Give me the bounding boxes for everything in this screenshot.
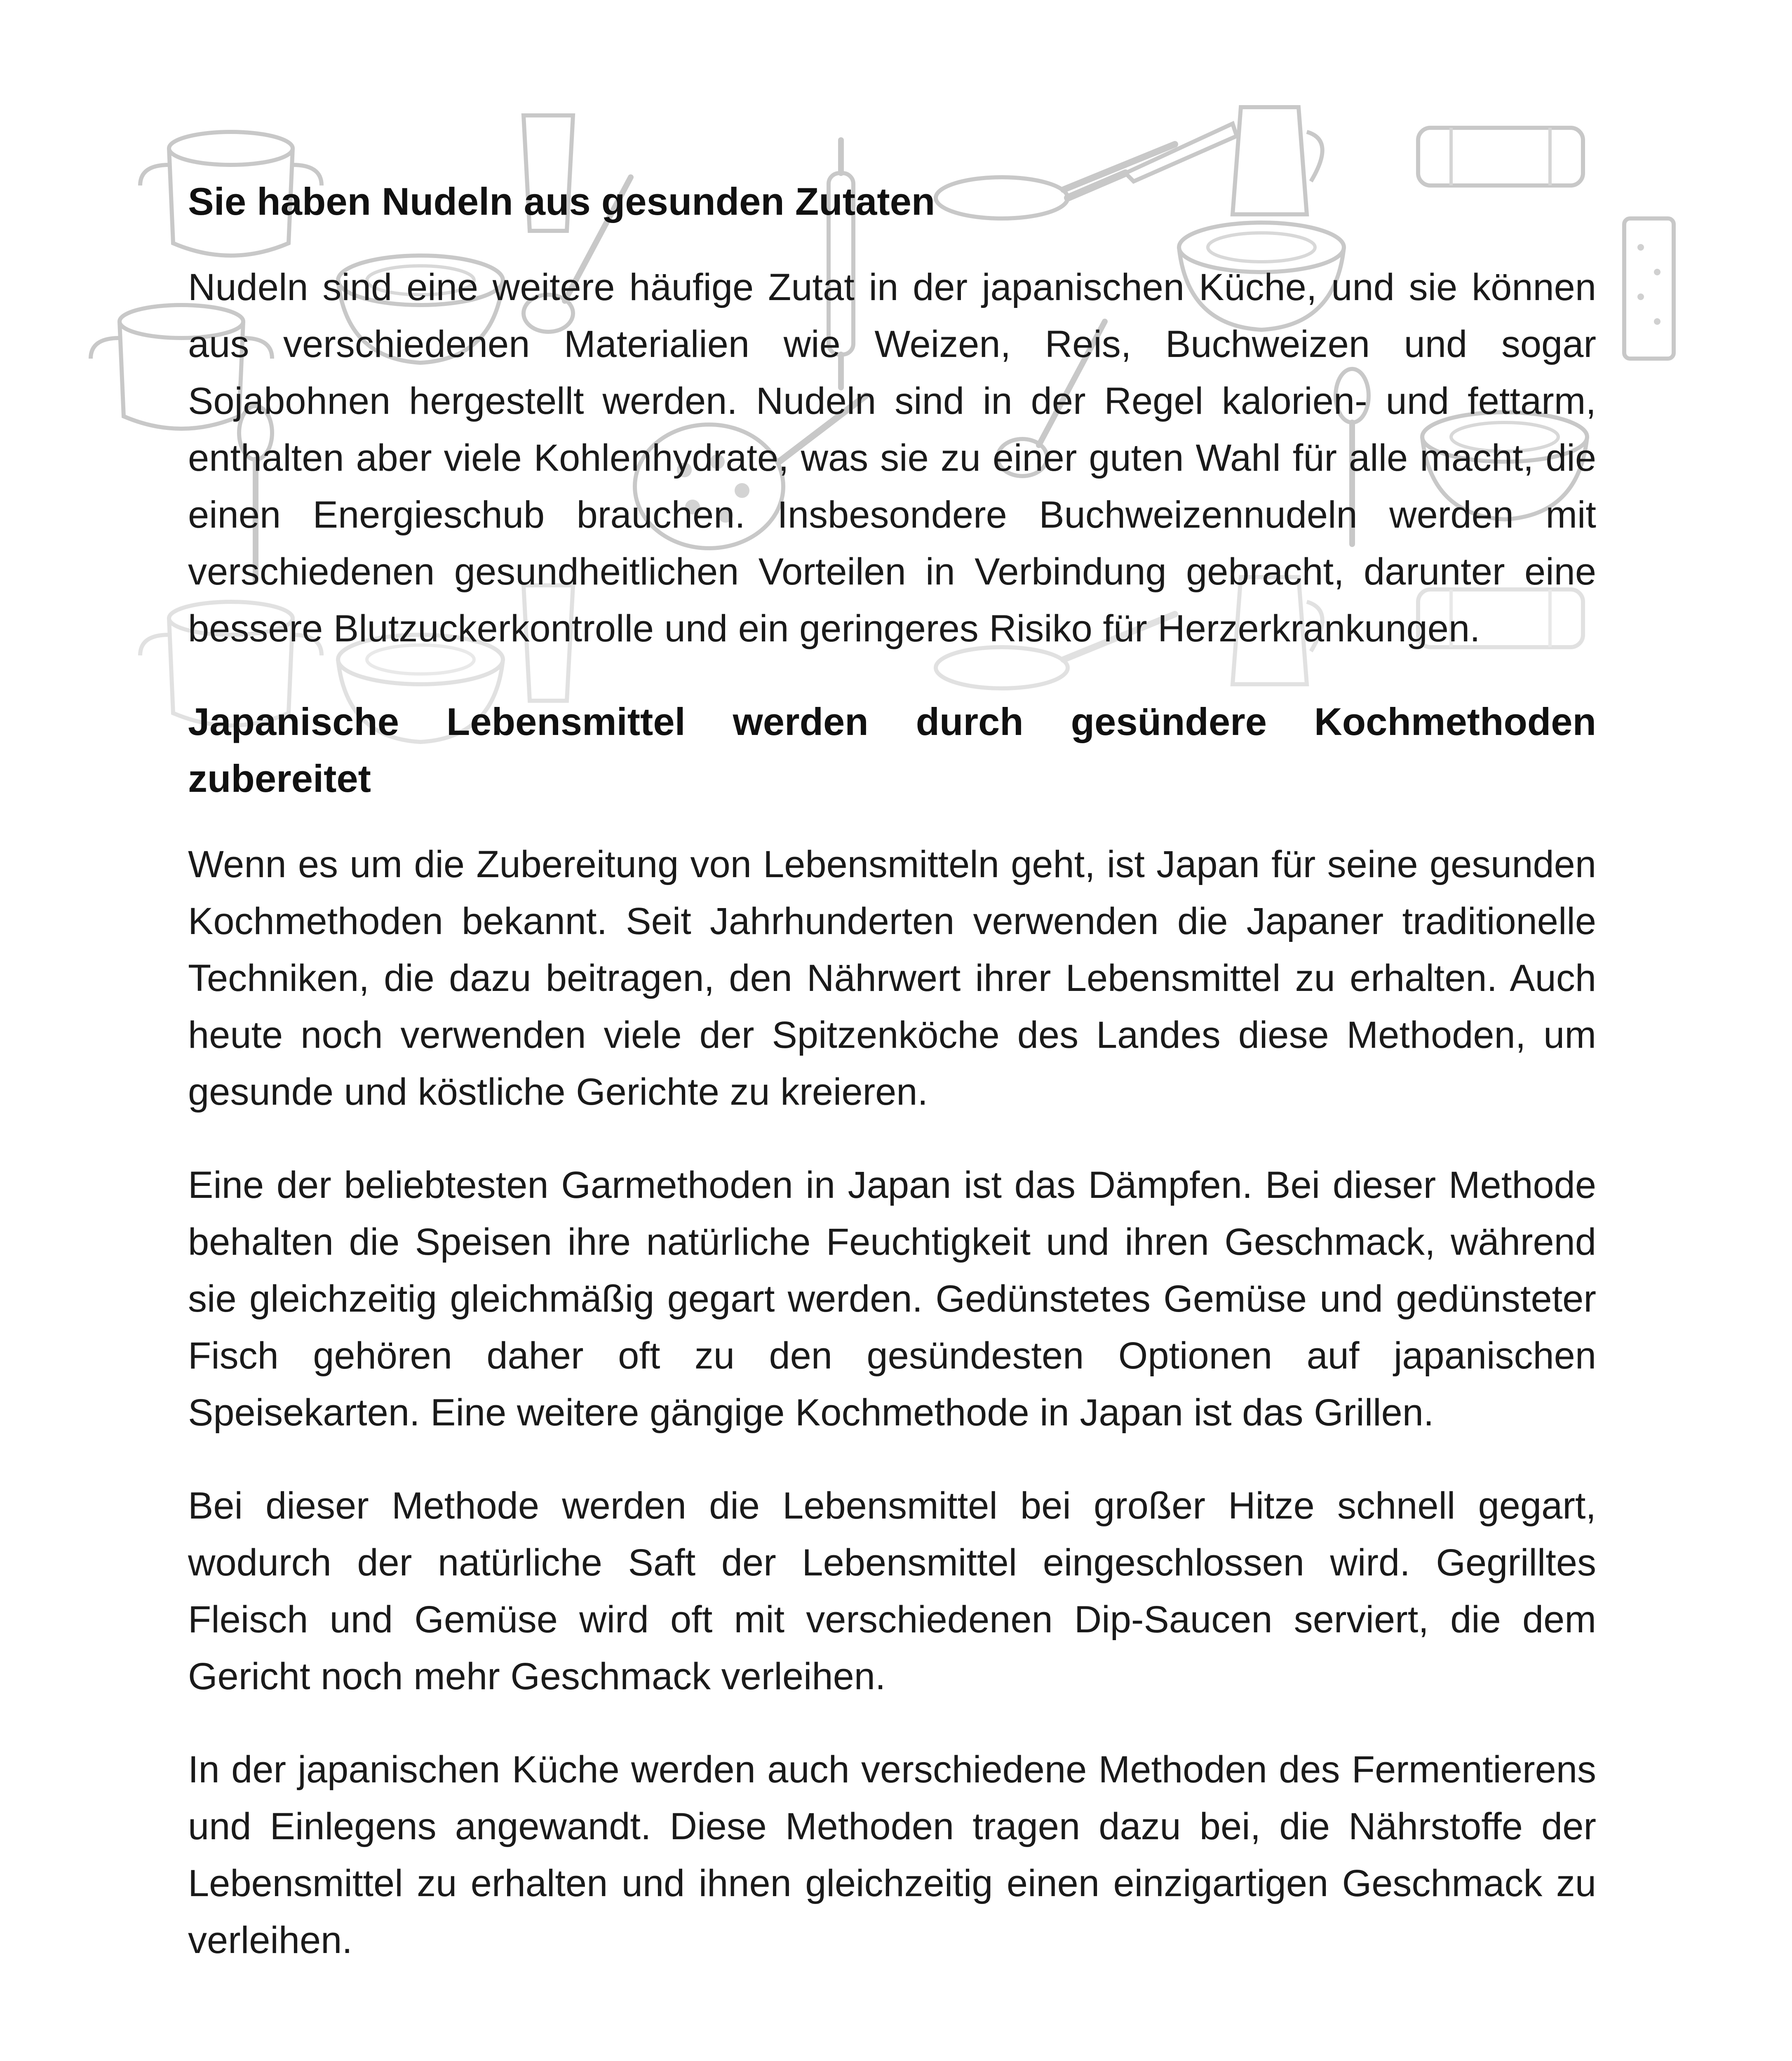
paragraph: Bei dieser Methode werden die Lebensmittel bei großer Hitze schnell gegart, wodurch der natürliche Saft der Lebensmittel eingeschlossen wird. Gegrilltes Fleisch und Gemüse wird oft mit verschiedenen Dip-Saucen serviert, die dem Gericht noch mehr Geschmack verleihen. [188, 1485, 1596, 1697]
section-heading: Japanische Lebensmittel werden durch gesündere Kochmethoden zubereitet [188, 700, 1596, 800]
paragraph: Wenn es um die Zubereitung von Lebensmitteln geht, ist Japan für seine gesunden Kochmethoden bekannt. Seit Jahrhunderten verwenden die Japaner traditionelle Techniken, die dazu beitragen, den Nährwert ihrer Lebensmittel zu erhalten. Auch heute noch verwenden viele der Spitzenköche des Landes diese Methoden, um gesunde und köstliche Gerichte zu kreieren. [188, 843, 1596, 1113]
paragraph: In der japanischen Küche werden auch verschiedene Methoden des Fermentierens und Einlegens angewandt. Diese Methoden tragen dazu bei, die Nährstoffe der Lebensmittel zu erhalten und ihnen gleichzeitig einen einzigartigen Geschmack zu verleihen. [188, 1749, 1596, 1961]
paragraph: Nudeln sind eine weitere häufige Zutat in der japanischen Küche, und sie können aus verschiedenen Materialien wie Weizen, Reis, Buchweizen und sogar Sojabohnen hergestellt werden. Nudeln sind in der Regel kalorien- und fettarm, enthalten aber viele Kohlenhydrate, was sie zu einer guten Wahl für alle macht, die einen Energieschub brauchen. Insbesondere Buchweizennudeln werden mit verschiedenen gesundheitlichen Vorteilen in Verbindung gebracht, darunter eine bessere Blutzuckerkontrolle und ein geringeres Risiko für Herzerkrankungen. [188, 266, 1596, 650]
section-nudeln [188, 173, 1596, 657]
section-kochmethoden [188, 693, 1596, 1969]
paragraph: Eine der beliebtesten Garmethoden in Japan ist das Dämpfen. Bei dieser Methode behalten die Speisen ihre natürliche Feuchtigkeit und ihren Geschmack, während sie gleichzeitig gleichmäßig gegart werden. Gedünstetes Gemüse und gedünsteter Fisch gehören daher oft zu den gesündesten Optionen auf japanischen Speisekarten. Eine weitere gängige Kochmethode in Japan ist das Grillen. [188, 1164, 1596, 1434]
section-heading: Sie haben Nudeln aus gesunden Zutaten [188, 180, 935, 223]
page-body [188, 173, 1596, 2005]
